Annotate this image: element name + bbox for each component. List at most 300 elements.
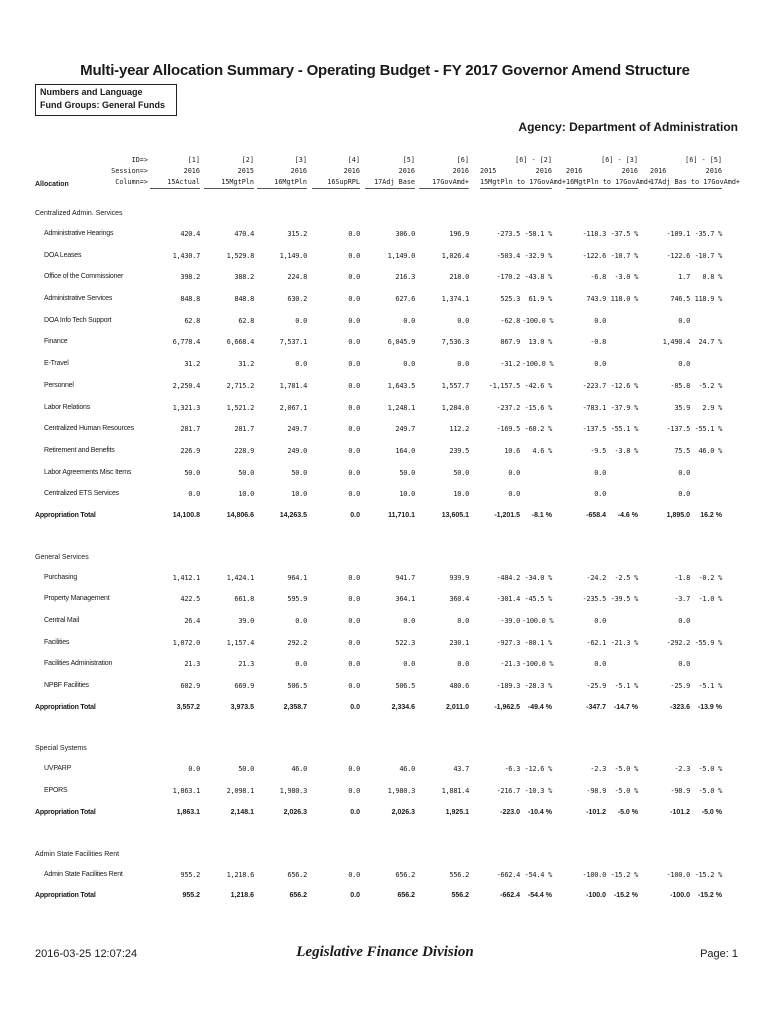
cell-col-9: -223.7 (582, 381, 606, 390)
cell-col-8: -54.4 % (527, 892, 552, 900)
cell-col-9: -101.2 (586, 808, 606, 816)
table-row (0, 588, 770, 610)
cell-col-5: 1,980.3 (387, 787, 415, 796)
cell-col-4: 0.0 (350, 892, 360, 900)
cell-col-7: -484.2 (496, 573, 520, 582)
cell-col-6: 556.2 (451, 892, 469, 900)
cmp1-session-a: 2015 (480, 167, 497, 175)
cmp3-id: [6] - [5] (685, 156, 722, 164)
cell-col-8: -60.2 % (524, 425, 552, 434)
cell-col-6: 556.2 (449, 870, 469, 879)
cell-col-7: 10.6 (504, 446, 520, 455)
cell-col-8: -42.6 % (524, 381, 552, 390)
cell-col-4: 0.0 (348, 295, 360, 304)
cell-col-7: -21.3 (500, 660, 520, 669)
cell-col-9: -137.5 (582, 425, 606, 434)
section-spacer (0, 718, 770, 738)
cell-col-2: 3,973.5 (230, 703, 254, 711)
cell-col-10: 118.0 % (610, 295, 638, 304)
cell-col-11: 0.0 (678, 660, 690, 669)
cell-col-9: -24.2 (586, 573, 606, 582)
cell-col-5: 164.0 (395, 446, 415, 455)
col4-session: 2016 (343, 167, 360, 175)
allocation-name: Office of the Commissioner (44, 273, 124, 281)
table-row (0, 245, 770, 267)
cell-col-8: 4.6 % (532, 446, 552, 455)
cell-col-9: -658.4 (586, 511, 606, 519)
cell-col-8: -100.0 % (522, 660, 554, 669)
cell-col-7: 525.3 (500, 295, 520, 304)
cell-col-7: -662.4 (496, 870, 520, 879)
allocation-name: UVPARP (44, 765, 72, 773)
cell-col-2: 2,715.2 (226, 381, 254, 390)
appropriation-total-row (0, 697, 770, 719)
cell-col-6: 0.0 (457, 316, 469, 325)
cell-col-3: 224.8 (287, 273, 307, 282)
report-title: Multi-year Allocation Summary - Operating Budget - FY 2017 Governor Amend Structure (80, 62, 690, 79)
cell-col-3: 249.7 (287, 425, 307, 434)
cell-col-2: 10.0 (238, 490, 254, 499)
cell-col-10: -3.8 % (614, 446, 638, 455)
cell-col-5: 216.3 (395, 273, 415, 282)
cell-col-3: 506.5 (287, 682, 307, 691)
cell-col-1: 420.4 (180, 230, 200, 238)
cell-col-1: 0.0 (188, 765, 200, 774)
section-header (0, 547, 770, 567)
cell-col-10: -12.6 % (610, 381, 638, 390)
cell-col-5: 46.0 (399, 765, 415, 774)
cell-col-12: -15.2 % (697, 892, 722, 900)
cell-col-5: 2,334.6 (391, 703, 415, 711)
col3-column: 16MgtPln (257, 177, 307, 189)
col5-session: 2016 (398, 167, 415, 175)
cell-col-1: 1,412.1 (172, 573, 200, 582)
cell-col-5: 656.2 (395, 870, 415, 879)
allocation-name: Purchasing (44, 573, 78, 581)
cell-col-6: 7,536.3 (441, 338, 469, 347)
cell-col-11: -1.8 (674, 573, 690, 582)
cell-col-6: 196.9 (449, 230, 469, 238)
cell-col-4: 0.0 (348, 490, 360, 499)
section-title: Admin State Facilities Rent (35, 850, 120, 858)
section-spacer (0, 824, 770, 844)
cell-col-1: 848.8 (180, 295, 200, 304)
cell-col-5: 656.2 (397, 892, 415, 900)
cell-col-4: 0.0 (350, 703, 360, 711)
cell-col-10: -5.1 % (614, 682, 638, 691)
table-row (0, 483, 770, 505)
cell-col-7: -216.7 (496, 787, 520, 796)
cell-col-2: 1,424.1 (226, 573, 254, 582)
cell-col-4: 0.0 (348, 360, 360, 369)
cell-col-5: 1,643.5 (387, 381, 415, 390)
cell-col-11: 1,490.4 (662, 338, 690, 347)
section-title: Special Systems (35, 745, 87, 753)
col5-column: 17Adj Base (365, 177, 415, 189)
cmp1-column: 15MgtPln to 17GovAmd+ (480, 177, 552, 189)
cell-col-6: 1,284.0 (441, 403, 469, 412)
table-row (0, 675, 770, 697)
cell-col-2: 39.0 (238, 617, 254, 625)
cell-col-8: -10.4 % (527, 808, 552, 816)
table-row (0, 632, 770, 654)
footer-page-number: Page: 1 (700, 948, 738, 960)
cell-col-11: -109.1 (666, 230, 690, 238)
cell-col-12: -5.0 % (698, 765, 722, 774)
table-row (0, 375, 770, 397)
cell-col-4: 0.0 (348, 230, 360, 238)
cell-col-4: 0.0 (348, 468, 360, 477)
cell-col-6: 50.0 (453, 468, 469, 477)
cmp2-session-b: 2016 (621, 167, 638, 175)
cell-col-12: 2.9 % (702, 403, 722, 412)
total-label: Appropriation Total (35, 703, 96, 711)
cell-col-8: -58.1 % (524, 230, 552, 238)
table-row (0, 288, 770, 310)
cell-col-2: 1,521.2 (226, 403, 254, 412)
cell-col-12: -0.2 % (698, 573, 722, 582)
cell-col-6: 939.9 (449, 573, 469, 582)
cell-col-11: -3.7 (674, 595, 690, 604)
cell-col-1: 1,072.0 (172, 638, 200, 647)
allocation-name: NPBF Facilities (44, 682, 89, 690)
cell-col-11: -323.6 (670, 703, 690, 711)
cell-col-7: -1,201.5 (494, 511, 520, 519)
cell-col-1: 2,250.4 (172, 381, 200, 390)
cmp3-column: 17Adj Bas to 17GovAmd+ (650, 177, 722, 189)
cell-col-3: 2,067.1 (279, 403, 307, 412)
cell-col-12: 24.7 % (698, 338, 722, 347)
cell-col-3: 0.0 (295, 360, 307, 369)
allocation-name: Retirement and Benefits (44, 446, 115, 454)
allocation-name: Labor Agreements Misc Items (44, 468, 132, 476)
cell-col-1: 1,321.3 (172, 403, 200, 412)
section-title: Centralized Admin. Services (35, 210, 123, 217)
cell-col-10: -21.3 % (610, 638, 638, 647)
table-row (0, 440, 770, 462)
allocation-name: Centralized Human Resources (44, 425, 134, 433)
cell-col-3: 595.9 (287, 595, 307, 604)
cell-col-8: -100.0 % (522, 617, 554, 625)
cell-col-11: -98.9 (670, 787, 690, 796)
section-title: General Services (35, 553, 89, 561)
cell-col-9: 0.0 (594, 468, 606, 477)
col1-id: [1] (187, 156, 200, 164)
cell-col-2: 1,157.4 (226, 638, 254, 647)
col1-column: 15Actual (150, 177, 200, 189)
cell-col-8: -15.6 % (524, 403, 552, 412)
col6-id: [6] (456, 156, 469, 164)
footer-timestamp: 2016-03-25 12:07:24 (35, 948, 138, 960)
cell-col-9: -6.8 (590, 273, 606, 282)
cell-col-10: -39.5 % (610, 595, 638, 604)
table-row (0, 331, 770, 353)
cell-col-3: 50.0 (291, 468, 307, 477)
cell-col-3: 2,026.3 (283, 808, 307, 816)
table-row (0, 397, 770, 419)
cell-col-6: 10.0 (453, 490, 469, 499)
cmp1-session-b: 2016 (535, 167, 552, 175)
cell-col-9: -122.6 (582, 251, 606, 260)
cell-col-3: 0.0 (295, 660, 307, 669)
cell-col-9: -9.5 (590, 446, 606, 455)
cmp1-id: [6] - [2] (515, 156, 552, 164)
cell-col-11: -25.9 (670, 682, 690, 691)
cell-col-9: -783.1 (582, 403, 606, 412)
col2-session: 2015 (237, 167, 254, 175)
cell-col-10: -5.0 % (617, 808, 638, 816)
cell-col-5: 627.6 (395, 295, 415, 304)
table-row (0, 653, 770, 675)
appropriation-total-row (0, 885, 770, 907)
cell-col-9: 0.0 (594, 360, 606, 369)
cell-col-2: 228.9 (234, 446, 254, 455)
cell-col-11: -100.0 (670, 892, 690, 900)
cell-col-8: 61.9 % (528, 295, 552, 304)
fund-group-box (35, 84, 177, 116)
cell-col-2: 50.0 (238, 765, 254, 774)
cell-col-6: 1,925.1 (445, 808, 469, 816)
cell-col-12: -10.7 % (694, 251, 722, 260)
cell-col-8: 13.0 % (528, 338, 552, 347)
col4-id: [4] (347, 156, 360, 164)
cell-col-2: 50.0 (238, 468, 254, 477)
cell-col-11: -137.5 (666, 425, 690, 434)
cell-col-2: 1,529.8 (226, 251, 254, 260)
cell-col-10: -55.1 % (610, 425, 638, 434)
cell-col-2: 470.4 (234, 230, 254, 238)
cell-col-5: 2,026.3 (391, 808, 415, 816)
cell-col-12: 118.9 % (694, 295, 722, 304)
cell-col-7: -31.2 (500, 360, 520, 369)
cell-col-7: -1,157.5 (488, 381, 520, 390)
cmp2-session-a: 2016 (566, 167, 583, 175)
cell-col-10: -37.5 % (610, 230, 638, 238)
cell-col-4: 0.0 (348, 446, 360, 455)
cell-col-5: 0.0 (403, 617, 415, 625)
cell-col-8: -49.4 % (527, 703, 552, 711)
allocation-name: DOA Leases (44, 251, 82, 259)
section-header (0, 844, 770, 864)
allocation-name: Facilities Administration (44, 660, 113, 668)
section-header (0, 738, 770, 758)
cell-col-1: 955.2 (182, 892, 200, 900)
cell-col-10: -4.6 % (617, 511, 638, 519)
cell-col-10: -5.0 % (614, 787, 638, 796)
cell-col-9: -2.3 (590, 765, 606, 774)
allocation-name: Central Mail (44, 617, 79, 624)
allocation-header: Allocation (35, 181, 69, 188)
section-spacer (0, 527, 770, 547)
table-row (0, 864, 770, 886)
cell-col-1: 50.0 (184, 468, 200, 477)
cell-col-3: 315.2 (287, 230, 307, 238)
table-row (0, 310, 770, 332)
cell-col-9: 0.0 (594, 490, 606, 499)
cell-col-9: -100.0 (582, 870, 606, 879)
cell-col-5: 6,045.9 (387, 338, 415, 347)
cell-col-1: 21.3 (184, 660, 200, 669)
cell-col-7: -6.3 (504, 765, 520, 774)
cell-col-9: 743.9 (586, 295, 606, 304)
cell-col-7: -62.8 (500, 316, 520, 325)
cell-col-9: -98.9 (586, 787, 606, 796)
table-row (0, 610, 770, 632)
cell-col-4: 0.0 (348, 403, 360, 412)
cell-col-2: 281.7 (234, 425, 254, 434)
appropriation-total-row (0, 505, 770, 527)
cell-col-10: -2.5 % (614, 573, 638, 582)
cell-col-12: -5.2 % (698, 381, 722, 390)
cell-col-11: 35.9 (674, 403, 690, 412)
cell-col-3: 0.0 (295, 316, 307, 325)
cell-col-8: -8.1 % (531, 511, 552, 519)
cell-col-1: 1,430.7 (172, 251, 200, 260)
cell-col-1: 6,778.4 (172, 338, 200, 347)
cell-col-12: -1.0 % (698, 595, 722, 604)
col6-column: 17GovAmd+ (419, 177, 469, 189)
cell-col-3: 1,980.3 (279, 787, 307, 796)
section-header (0, 203, 770, 223)
cell-col-6: 112.2 (449, 425, 469, 434)
cell-col-2: 848.8 (234, 295, 254, 304)
cell-col-7: -273.5 (496, 230, 520, 238)
cell-col-10: -14.7 % (613, 703, 638, 711)
cell-col-11: -101.2 (670, 808, 690, 816)
appropriation-total-row (0, 802, 770, 824)
cell-col-9: -62.1 (586, 638, 606, 647)
cell-col-8: -54.4 % (524, 870, 552, 879)
col4-column: 16SupRPL (312, 177, 360, 189)
cell-col-2: 1,218.6 (226, 870, 254, 879)
cell-col-4: 0.0 (348, 251, 360, 260)
cell-col-8: -100.0 % (522, 316, 554, 325)
total-label: Appropriation Total (35, 892, 96, 900)
cell-col-8: -43.8 % (524, 273, 552, 282)
cell-col-9: 0.0 (594, 660, 606, 669)
cell-col-2: 62.8 (238, 316, 254, 325)
cell-col-3: 46.0 (291, 765, 307, 774)
cell-col-12: -5.0 % (698, 787, 722, 796)
cell-col-11: 746.5 (670, 295, 690, 304)
cell-col-6: 218.0 (449, 273, 469, 282)
cell-col-7: 867.9 (500, 338, 520, 347)
cell-col-5: 1,248.1 (387, 403, 415, 412)
cell-col-10: -15.2 % (613, 892, 638, 900)
cell-col-1: 1,863.1 (176, 808, 200, 816)
cell-col-2: 21.3 (238, 660, 254, 669)
cmp2-column: 16MgtPln to 17GovAmd+ (566, 177, 638, 189)
cell-col-6: 0.0 (457, 660, 469, 669)
cell-col-12: -5.1 % (698, 682, 722, 691)
allocation-name: DOA Info Tech Support (44, 316, 112, 324)
cell-col-12: -35.7 % (694, 230, 722, 238)
col5-id: [5] (402, 156, 415, 164)
cell-col-6: 230.1 (449, 638, 469, 647)
cell-col-2: 661.8 (234, 595, 254, 604)
cell-col-9: -235.5 (582, 595, 606, 604)
cell-col-3: 1,781.4 (279, 381, 307, 390)
allocation-name: Property Management (44, 595, 110, 603)
cell-col-7: -223.0 (500, 808, 520, 816)
numbers-language-label: Numbers and Language (40, 87, 143, 97)
cell-col-11: -2.3 (674, 765, 690, 774)
cell-col-12: -55.9 % (694, 638, 722, 647)
cell-col-1: 422.5 (180, 595, 200, 604)
cell-col-7: -301.4 (496, 595, 520, 604)
cell-col-7: -927.3 (496, 638, 520, 647)
cell-col-11: 75.5 (674, 446, 690, 455)
cell-col-5: 249.7 (395, 425, 415, 434)
cell-col-8: -45.5 % (524, 595, 552, 604)
cell-col-1: 26.4 (184, 617, 200, 625)
cell-col-8: -100.0 % (522, 360, 554, 369)
cell-col-6: 360.4 (449, 595, 469, 604)
cell-col-10: -37.9 % (610, 403, 638, 412)
cell-col-5: 10.0 (399, 490, 415, 499)
cell-col-5: 11,710.1 (388, 511, 415, 519)
cell-col-3: 292.2 (287, 638, 307, 647)
cell-col-12: -15.2 % (694, 870, 722, 879)
cell-col-11: -122.6 (666, 251, 690, 260)
allocation-name: Administrative Services (44, 295, 113, 303)
col2-column: 15MgtPln (204, 177, 254, 189)
table-row (0, 353, 770, 375)
cell-col-11: 0.0 (678, 617, 690, 625)
footer-division: Legislative Finance Division (296, 944, 474, 960)
cell-col-4: 0.0 (350, 511, 360, 519)
cell-col-7: 0.0 (508, 490, 520, 499)
table-row (0, 462, 770, 484)
cell-col-8: -34.0 % (524, 573, 552, 582)
allocation-name: Labor Relations (44, 403, 91, 411)
cell-col-5: 506.5 (395, 682, 415, 691)
cell-col-9: 0.0 (594, 617, 606, 625)
cell-col-5: 364.1 (395, 595, 415, 604)
allocation-name: Finance (44, 338, 68, 346)
cell-col-11: 0.0 (678, 468, 690, 477)
cell-col-3: 630.2 (287, 295, 307, 304)
cell-col-5: 306.0 (395, 230, 415, 238)
cell-col-5: 50.0 (399, 468, 415, 477)
cell-col-4: 0.0 (348, 787, 360, 796)
cell-col-11: 1,895.0 (666, 511, 690, 519)
cell-col-7: -662.4 (500, 892, 520, 900)
cell-col-12: 46.0 % (698, 446, 722, 455)
cell-col-11: -100.0 (666, 870, 690, 879)
cell-col-9: -347.7 (586, 703, 606, 711)
col3-id: [3] (294, 156, 307, 164)
agency-label: Agency: Department of Administration (518, 120, 738, 134)
cell-col-3: 7,537.1 (279, 338, 307, 347)
cell-col-5: 0.0 (403, 316, 415, 325)
cell-col-8: -12.6 % (524, 765, 552, 774)
cell-col-6: 1,026.4 (441, 251, 469, 260)
cell-col-12: -55.1 % (694, 425, 722, 434)
cell-col-1: 602.9 (180, 682, 200, 691)
column-row-label: Column=> (115, 178, 148, 186)
col2-id: [2] (241, 156, 254, 164)
cell-col-12: 16.2 % (700, 511, 722, 519)
col6-session: 2016 (452, 167, 469, 175)
cell-col-3: 964.1 (287, 573, 307, 582)
cell-col-6: 0.0 (457, 617, 469, 625)
cell-col-5: 522.3 (395, 638, 415, 647)
cell-col-4: 0.0 (348, 638, 360, 647)
cell-col-4: 0.0 (348, 338, 360, 347)
cell-col-1: 398.2 (180, 273, 200, 282)
cell-col-1: 281.7 (180, 425, 200, 434)
